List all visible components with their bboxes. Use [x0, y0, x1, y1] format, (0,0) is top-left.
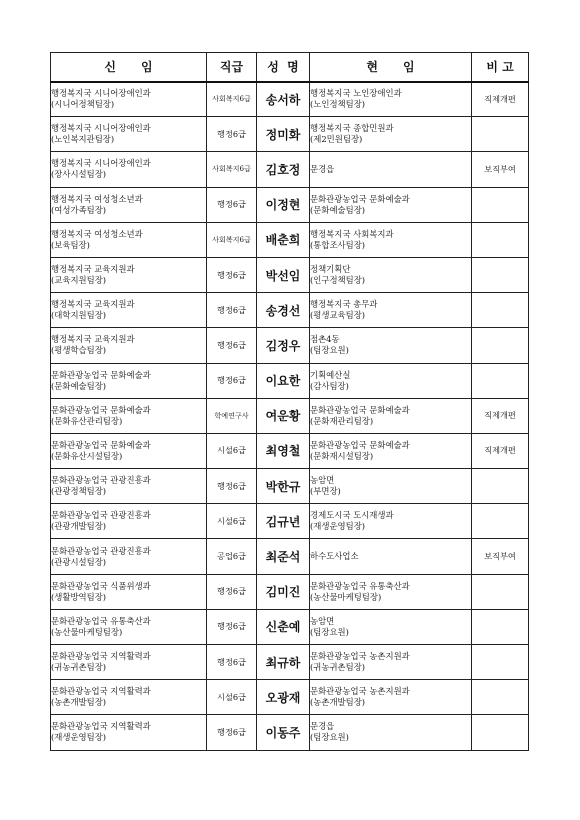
current-department: 농암면 — [310, 615, 335, 626]
person-name-cell: 박한규 — [257, 469, 310, 504]
current-position-cell — [310, 257, 472, 292]
grade-cell: 사회복지6급 — [207, 222, 257, 257]
current-team: (제2민원팀장) — [310, 134, 363, 145]
grade-cell: 학예연구사 — [207, 398, 257, 433]
current-department: 농암면 — [310, 475, 335, 486]
current-position-cell — [310, 539, 472, 574]
current-position-cell — [310, 293, 472, 328]
person-name-cell: 송경선 — [257, 293, 310, 328]
current-department: 기획예산실 — [310, 369, 351, 380]
new-appointment-cell — [51, 328, 207, 363]
new-department: 행정복지국 교육지원과 — [51, 264, 135, 275]
person-name-cell: 오광재 — [257, 680, 310, 715]
new-department: 문화관광농업국 지역활력과 — [51, 686, 151, 697]
person-name-cell: 최영철 — [257, 433, 310, 468]
person-name-cell: 정미화 — [257, 117, 310, 152]
new-department: 행정복지국 시니어장애인과 — [51, 158, 151, 169]
person-name-cell: 김규년 — [257, 504, 310, 539]
new-team: (농산물마케팅팀장) — [51, 626, 123, 637]
new-appointment-cell — [51, 222, 207, 257]
grade-cell: 행정6급 — [207, 117, 257, 152]
current-department: 문경읍 — [310, 163, 335, 174]
current-department: 행정복지국 종합민원과 — [310, 123, 394, 134]
note-cell — [472, 574, 529, 609]
new-team: (문화유산관리팀장) — [51, 415, 123, 426]
person-name-cell: 최준석 — [257, 539, 310, 574]
note-cell — [472, 715, 529, 750]
new-appointment-cell — [51, 82, 207, 117]
new-appointment-cell — [51, 293, 207, 328]
new-appointment-cell — [51, 433, 207, 468]
current-department: 행정복지국 사회복지과 — [310, 228, 394, 239]
new-appointment-cell — [51, 645, 207, 680]
table-row — [51, 82, 529, 117]
current-position-cell — [310, 574, 472, 609]
table-row — [51, 257, 529, 292]
note-cell — [472, 363, 529, 398]
grade-cell: 시설6급 — [207, 504, 257, 539]
note-cell — [472, 328, 529, 363]
person-name-cell: 배춘희 — [257, 222, 310, 257]
current-department: 점촌4동 — [310, 334, 340, 345]
note-cell: 직제개편 — [472, 82, 529, 117]
new-appointment-cell — [51, 574, 207, 609]
current-position-cell — [310, 680, 472, 715]
new-appointment-cell — [51, 680, 207, 715]
note-cell — [472, 117, 529, 152]
new-appointment-cell — [51, 117, 207, 152]
current-department: 문화관광농업국 문화예술과 — [310, 404, 410, 415]
new-department: 행정복지국 시니어장애인과 — [51, 123, 151, 134]
current-department: 하수도사업소 — [310, 551, 359, 562]
current-position-cell — [310, 469, 472, 504]
new-team: (재생운영팀장) — [51, 732, 107, 743]
table-row — [51, 398, 529, 433]
table-row — [51, 645, 529, 680]
new-department: 문화관광농업국 관광진흥과 — [51, 545, 151, 556]
current-department: 행정복지국 총무과 — [310, 299, 378, 310]
grade-cell: 행정6급 — [207, 609, 257, 644]
current-team: (인구정책팀장) — [310, 275, 366, 286]
current-team: (농산물마케팅팀장) — [310, 591, 382, 602]
new-appointment-cell — [51, 257, 207, 292]
current-department: 정책기획단 — [310, 264, 351, 275]
grade-cell: 시설6급 — [207, 433, 257, 468]
new-department: 문화관광농업국 식품위생과 — [51, 580, 151, 591]
current-department: 문화관광농업국 농촌지원과 — [310, 686, 410, 697]
new-team: (관광개발팀장) — [51, 521, 107, 532]
current-department: 문경읍 — [310, 721, 335, 732]
current-team: (문화예술팀장) — [310, 204, 366, 215]
current-department: 문화관광농업국 유통축산과 — [310, 580, 410, 591]
table-row — [51, 363, 529, 398]
new-appointment-cell — [51, 469, 207, 504]
note-cell: 보직부여 — [472, 539, 529, 574]
current-team: (귀농귀촌팀장) — [310, 662, 366, 673]
table-row — [51, 680, 529, 715]
table-row — [51, 539, 529, 574]
grade-cell: 행정6급 — [207, 257, 257, 292]
new-department: 문화관광농업국 문화예술과 — [51, 369, 151, 380]
person-name-cell: 김미진 — [257, 574, 310, 609]
person-name-cell: 신춘예 — [257, 609, 310, 644]
current-position-cell — [310, 609, 472, 644]
current-position-cell — [310, 82, 472, 117]
current-team: (농촌개발팀장) — [310, 697, 366, 708]
new-appointment-cell — [51, 187, 207, 222]
header-note: 비 고 — [472, 53, 529, 82]
current-team: (문화재관리팀장) — [310, 415, 374, 426]
new-team: (노인복지관팀장) — [51, 134, 115, 145]
table-row — [51, 433, 529, 468]
note-cell — [472, 222, 529, 257]
note-cell: 직제개편 — [472, 398, 529, 433]
new-team: (관광시설팀장) — [51, 556, 107, 567]
current-team: (팀장요원) — [310, 345, 349, 356]
current-team: (통합조사팀장) — [310, 239, 366, 250]
note-cell — [472, 187, 529, 222]
new-appointment-cell — [51, 504, 207, 539]
new-appointment-cell — [51, 715, 207, 750]
grade-cell: 사회복지6급 — [207, 82, 257, 117]
current-position-cell — [310, 398, 472, 433]
current-position-cell — [310, 433, 472, 468]
note-cell — [472, 609, 529, 644]
new-team: (생활방역팀장) — [51, 591, 107, 602]
new-department: 문화관광농업국 관광진흥과 — [51, 475, 151, 486]
person-name-cell: 박선임 — [257, 257, 310, 292]
grade-cell: 행정6급 — [207, 328, 257, 363]
header-name: 성 명 — [257, 53, 310, 82]
new-team: (문화예술팀장) — [51, 380, 107, 391]
new-department: 문화관광농업국 문화예술과 — [51, 404, 151, 415]
current-team: (평생교육팀장) — [310, 310, 366, 321]
table-row — [51, 117, 529, 152]
person-name-cell: 최규하 — [257, 645, 310, 680]
note-cell — [472, 257, 529, 292]
person-name-cell: 이동주 — [257, 715, 310, 750]
current-position-cell — [310, 645, 472, 680]
current-team: (재생운영팀장) — [310, 521, 366, 532]
new-department: 행정복지국 여성청소년과 — [51, 228, 143, 239]
new-appointment-cell — [51, 152, 207, 187]
grade-cell: 시설6급 — [207, 680, 257, 715]
table-row — [51, 504, 529, 539]
note-cell — [472, 645, 529, 680]
new-team: (농촌개발팀장) — [51, 697, 107, 708]
new-appointment-cell — [51, 363, 207, 398]
current-department: 문화관광농업국 농촌지원과 — [310, 651, 410, 662]
current-team: (감사팀장) — [310, 380, 349, 391]
current-position-cell — [310, 222, 472, 257]
grade-cell: 사회복지6급 — [207, 152, 257, 187]
grade-cell: 행정6급 — [207, 363, 257, 398]
new-team: (시니어정책팀장) — [51, 99, 115, 110]
current-team: (문화재시설팀장) — [310, 450, 374, 461]
person-name-cell: 여운황 — [257, 398, 310, 433]
header-new-appointment: 신 임 — [51, 53, 207, 82]
new-department: 행정복지국 여성청소년과 — [51, 193, 143, 204]
current-team: (팀장요원) — [310, 626, 349, 637]
table-body — [51, 82, 529, 751]
person-name-cell: 송서하 — [257, 82, 310, 117]
current-position-cell — [310, 363, 472, 398]
note-cell — [472, 469, 529, 504]
new-department: 행정복지국 교육지원과 — [51, 299, 135, 310]
personnel-table — [50, 52, 529, 751]
new-department: 문화관광농업국 관광진흥과 — [51, 510, 151, 521]
note-cell — [472, 680, 529, 715]
new-team: (귀농귀촌팀장) — [51, 662, 107, 673]
header-current-position: 현 임 — [310, 53, 472, 82]
person-name-cell: 이요한 — [257, 363, 310, 398]
new-team: (보육팀장) — [51, 239, 90, 250]
grade-cell: 행정6급 — [207, 469, 257, 504]
current-position-cell — [310, 328, 472, 363]
person-name-cell: 김호정 — [257, 152, 310, 187]
note-cell: 보직부여 — [472, 152, 529, 187]
table-row — [51, 574, 529, 609]
table-row — [51, 152, 529, 187]
current-position-cell — [310, 715, 472, 750]
new-team: (교육지원팀장) — [51, 275, 107, 286]
table-row — [51, 187, 529, 222]
person-name-cell: 이정현 — [257, 187, 310, 222]
current-department: 문화관광농업국 문화예술과 — [310, 439, 410, 450]
grade-cell: 행정6급 — [207, 293, 257, 328]
current-position-cell — [310, 187, 472, 222]
new-team: (대학지원팀장) — [51, 310, 107, 321]
current-position-cell — [310, 152, 472, 187]
new-appointment-cell — [51, 398, 207, 433]
note-cell — [472, 293, 529, 328]
new-appointment-cell — [51, 609, 207, 644]
new-team: (관광정책팀장) — [51, 486, 107, 497]
current-department: 경제도시국 도시재생과 — [310, 510, 394, 521]
current-team: (부면장) — [310, 486, 341, 497]
new-team: (평생학습팀장) — [51, 345, 107, 356]
table-row — [51, 609, 529, 644]
current-team: (팀장요원) — [310, 732, 349, 743]
new-department: 문화관광농업국 문화예술과 — [51, 439, 151, 450]
table-header-row — [51, 53, 529, 82]
grade-cell: 행정6급 — [207, 187, 257, 222]
new-department: 문화관광농업국 유통축산과 — [51, 615, 151, 626]
new-department: 행정복지국 시니어장애인과 — [51, 88, 151, 99]
table-row — [51, 469, 529, 504]
new-team: (여성가족팀장) — [51, 204, 107, 215]
current-team: (노인정책팀장) — [310, 99, 366, 110]
grade-cell: 행정6급 — [207, 715, 257, 750]
new-department: 행정복지국 교육지원과 — [51, 334, 135, 345]
current-position-cell — [310, 117, 472, 152]
note-cell — [472, 504, 529, 539]
new-team: (장사시설팀장) — [51, 169, 107, 180]
table-row — [51, 222, 529, 257]
current-department: 문화관광농업국 문화예술과 — [310, 193, 410, 204]
grade-cell: 행정6급 — [207, 574, 257, 609]
new-department: 문화관광농업국 지역활력과 — [51, 651, 151, 662]
grade-cell: 행정6급 — [207, 645, 257, 680]
current-position-cell — [310, 504, 472, 539]
new-department: 문화관광농업국 지역활력과 — [51, 721, 151, 732]
grade-cell: 공업6급 — [207, 539, 257, 574]
table-row — [51, 328, 529, 363]
table-row — [51, 293, 529, 328]
new-team: (문화유산시설팀장) — [51, 450, 123, 461]
current-department: 행정복지국 노인장애인과 — [310, 88, 402, 99]
note-cell: 직제개편 — [472, 433, 529, 468]
header-grade: 직급 — [207, 53, 257, 82]
person-name-cell: 김정우 — [257, 328, 310, 363]
table-row — [51, 715, 529, 750]
new-appointment-cell — [51, 539, 207, 574]
